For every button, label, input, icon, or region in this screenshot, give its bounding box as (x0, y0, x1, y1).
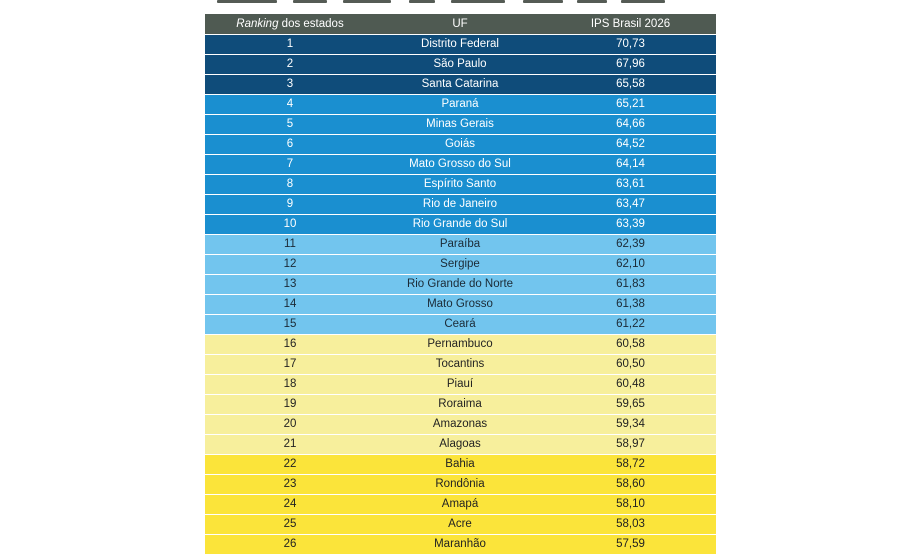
cell-uf: Rio Grande do Sul (375, 215, 545, 235)
cell-ips: 70,73 (545, 35, 716, 55)
table-row (205, 495, 716, 515)
table-row (205, 115, 716, 135)
cell-uf: Ceará (375, 315, 545, 335)
cell-ips: 62,39 (545, 235, 716, 255)
cell-rank: 5 (205, 115, 375, 135)
cell-rank: 7 (205, 155, 375, 175)
cell-rank: 23 (205, 475, 375, 495)
table-row (205, 175, 716, 195)
cell-uf: Sergipe (375, 255, 545, 275)
cell-uf: Santa Catarina (375, 75, 545, 95)
cell-rank: 22 (205, 455, 375, 475)
cell-ips: 61,22 (545, 315, 716, 335)
cell-uf: Acre (375, 515, 545, 535)
cell-rank: 17 (205, 355, 375, 375)
cell-ips: 61,38 (545, 295, 716, 315)
table-row (205, 235, 716, 255)
cell-ips: 58,72 (545, 455, 716, 475)
cell-rank: 16 (205, 335, 375, 355)
cell-ips: 61,83 (545, 275, 716, 295)
table-row (205, 95, 716, 115)
cell-uf: Alagoas (375, 435, 545, 455)
cell-ips: 64,52 (545, 135, 716, 155)
cell-ips: 65,58 (545, 75, 716, 95)
cell-rank: 26 (205, 535, 375, 555)
cell-uf: Pernambuco (375, 335, 545, 355)
cell-rank: 25 (205, 515, 375, 535)
cell-rank: 1 (205, 35, 375, 55)
cell-rank: 15 (205, 315, 375, 335)
cell-ips: 58,03 (545, 515, 716, 535)
cell-ips: 65,21 (545, 95, 716, 115)
cell-rank: 11 (205, 235, 375, 255)
cell-ips: 60,58 (545, 335, 716, 355)
cell-uf: Paraná (375, 95, 545, 115)
cell-uf: Roraima (375, 395, 545, 415)
table-row (205, 195, 716, 215)
cell-uf: Tocantins (375, 355, 545, 375)
table-row (205, 135, 716, 155)
header-uf: UF (375, 14, 545, 35)
cell-rank: 19 (205, 395, 375, 415)
cell-uf: Maranhão (375, 535, 545, 555)
table-row (205, 275, 716, 295)
cell-rank: 18 (205, 375, 375, 395)
cell-ips: 63,47 (545, 195, 716, 215)
cell-rank: 24 (205, 495, 375, 515)
header-ranking-rest: dos estados (278, 18, 344, 30)
table-row (205, 315, 716, 335)
table-row (205, 295, 716, 315)
cell-ips: 67,96 (545, 55, 716, 75)
cell-uf: Piauí (375, 375, 545, 395)
table-body (205, 35, 716, 555)
table-row (205, 455, 716, 475)
table-row (205, 255, 716, 275)
table-row (205, 435, 716, 455)
table-row (205, 375, 716, 395)
cell-rank: 9 (205, 195, 375, 215)
cell-uf: Mato Grosso (375, 295, 545, 315)
cell-uf: Espírito Santo (375, 175, 545, 195)
cell-rank: 12 (205, 255, 375, 275)
header-ips: IPS Brasil 2026 (545, 14, 716, 35)
cell-uf: Rio Grande do Norte (375, 275, 545, 295)
cell-ips: 59,34 (545, 415, 716, 435)
table-row (205, 395, 716, 415)
cell-rank: 3 (205, 75, 375, 95)
cell-rank: 4 (205, 95, 375, 115)
state-ranking-table (205, 14, 716, 555)
cell-rank: 8 (205, 175, 375, 195)
cell-ips: 64,66 (545, 115, 716, 135)
cell-rank: 6 (205, 135, 375, 155)
table-row (205, 55, 716, 75)
cell-rank: 21 (205, 435, 375, 455)
cell-uf: Rondônia (375, 475, 545, 495)
cell-ips: 60,50 (545, 355, 716, 375)
cell-ips: 58,60 (545, 475, 716, 495)
cell-uf: Rio de Janeiro (375, 195, 545, 215)
cell-uf: Amazonas (375, 415, 545, 435)
table-row (205, 155, 716, 175)
cell-uf: Paraíba (375, 235, 545, 255)
table-row (205, 35, 716, 55)
cell-ips: 64,14 (545, 155, 716, 175)
table-header (205, 14, 716, 35)
cell-rank: 14 (205, 295, 375, 315)
table-row (205, 75, 716, 95)
header-row (205, 14, 716, 35)
table-row (205, 535, 716, 555)
cell-ips: 58,10 (545, 495, 716, 515)
table-row (205, 335, 716, 355)
cell-uf: Minas Gerais (375, 115, 545, 135)
table-row (205, 475, 716, 495)
header-ranking (205, 14, 375, 35)
header-ranking-emphasis: Ranking (236, 18, 279, 30)
cell-uf: Bahia (375, 455, 545, 475)
cell-ips: 58,97 (545, 435, 716, 455)
cell-rank: 20 (205, 415, 375, 435)
cell-uf: Distrito Federal (375, 35, 545, 55)
cropped-caption-strip (205, 0, 716, 6)
table-row (205, 355, 716, 375)
cell-uf: São Paulo (375, 55, 545, 75)
cell-ips: 60,48 (545, 375, 716, 395)
table-row (205, 215, 716, 235)
cell-rank: 2 (205, 55, 375, 75)
table-row (205, 415, 716, 435)
cell-ips: 63,61 (545, 175, 716, 195)
cell-ips: 63,39 (545, 215, 716, 235)
cell-ips: 57,59 (545, 535, 716, 555)
cell-ips: 59,65 (545, 395, 716, 415)
cell-uf: Mato Grosso do Sul (375, 155, 545, 175)
cell-uf: Amapá (375, 495, 545, 515)
cell-rank: 10 (205, 215, 375, 235)
cell-rank: 13 (205, 275, 375, 295)
table-row (205, 515, 716, 535)
cell-uf: Goiás (375, 135, 545, 155)
cell-ips: 62,10 (545, 255, 716, 275)
